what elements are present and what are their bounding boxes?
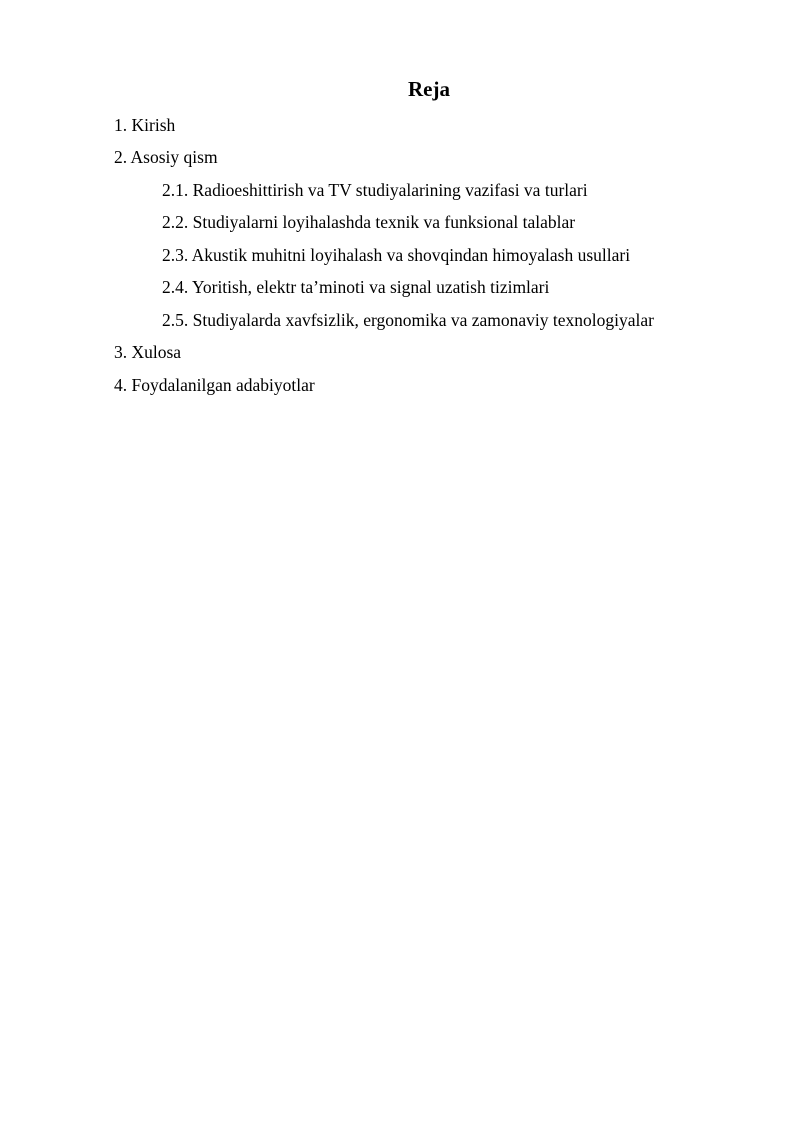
- toc-subitem-2-1: 2.1. Radioeshittirish va TV studiyalarining vazifasi va turlari: [162, 180, 588, 200]
- toc-subitem-2-2: 2.2. Studiyalarni loyihalashda texnik va funksional talablar: [162, 212, 576, 232]
- page-title: Reja: [408, 77, 450, 101]
- toc-item-main-part: 2. Asosiy qism: [114, 147, 218, 167]
- toc-item-introduction: 1. Kirish: [114, 115, 176, 135]
- toc-item-references: 4. Foydalanilgan adabiyotlar: [114, 375, 315, 395]
- toc-subitem-2-4: 2.4. Yoritish, elektr ta’minoti va signal uzatish tizimlari: [162, 277, 550, 297]
- toc-item-conclusion: 3. Xulosa: [114, 342, 182, 362]
- toc-subitem-2-5: 2.5. Studiyalarda xavfsizlik, ergonomika va zamonaviy texnologiyalar: [162, 310, 654, 330]
- toc-subitem-2-3: 2.3. Akustik muhitni loyihalash va shovqindan himoyalash usullari: [162, 245, 631, 265]
